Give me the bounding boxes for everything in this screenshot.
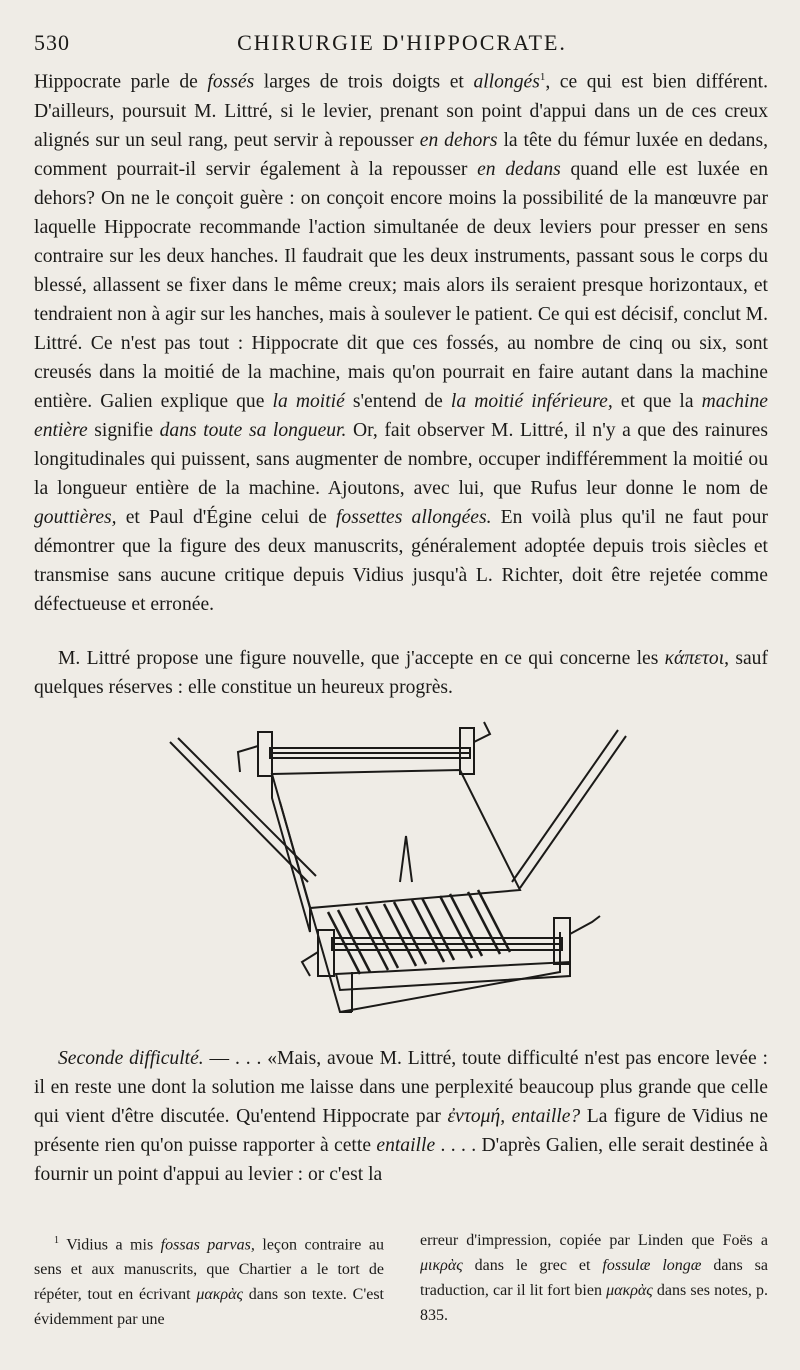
running-title: CHIRURGIE D'HIPPOCRATE. — [237, 30, 567, 55]
footnote-left-column: $^1$ Vidius a mis fossas parvas, leçon contraire au sens et aux manuscrits, que Chartier a le tort de répéter, tout en écrivant μακρὰς dans son texte. C'est évidemment par une — [34, 1235, 384, 1329]
paragraph-3: Seconde difficulté. — . . . «Mais, avoue M. Littré, toute difficulté n'est pas encore levée : il en reste une dont la solution me laisse dans une perplexité beaucoup plus grande que celle qui vient d'être discutée. Qu'entend Hippocrate par ἐντομή, entaille? La figure de Vidius ne présente rien qu'on puisse rapporter à cette entaille . . . . D'après Galien, elle serait destinée à fournir un point d'appui au levier : or c'est la — [34, 1048, 769, 1185]
footnote-right-column: erreur d'impression, copiée par Linden que Foës a μικρὰς dans le grec et fossulæ longæ dans sa traduction, car il lit fort bien μακρὰς dans ses notes, p. 835. — [420, 1232, 769, 1324]
footnote-ref[interactable]: 1 — [539, 71, 546, 83]
hippocratic-bench-engraving — [160, 712, 640, 1042]
paragraph-2: M. Littré propose une figure nouvelle, que j'accepte en ce qui concerne les κάπετοι, sauf quelques réserves : elle constitue un heureux progrès. — [34, 648, 768, 698]
paragraph-1: Hippocrate parle de fossés larges de trois doigts et allongés$^1$, ce qui est bien différent. D'ailleurs, poursuit M. Littré, si le levier, prenant son point d'appui dans un de ces creux alignés sur un seul rang, peut servir à repousser en dehors la tête du fémur luxée en dedans, comment pourrait-il servir également à la repousser en dedans quand elle est luxée en dehors? On ne le conçoit guère : on conçoit encore moins la possibilité de la manœuvre par laquelle Hippocrate recommande l'action simultanée de deux leviers pour presser en sens contraire sur les deux hanches. Il faudrait que les deux instruments, passant sous le corps du blessé, allassent se fixer dans le même creux; mais alors ils seraient presque horizontaux, et tendraient non à agir sur les hanches, mais à soulever le patient. Ce qui est décisif, conclut M. Littré. Ce n'est pas tout : Hippocrate dit que ces fossés, au nombre de cinq ou six, sont creusés dans la moitié de la machine, mais qu'on pourrait en faire autant dans la machine entière. Galien explique que la moitié s'entend de la moitié inférieure, et que la machine entière signifie dans toute sa longueur. Or, fait observer M. Littré, il n'y a que des rainures longitudinales qui puissent, sans augmenter de nombre, occuper indifféremment la moitié ou la longueur entière de la machine. Ajoutons, avec lui, que Rufus leur donne le nom de gouttières, et Paul d'Égine celui de fossettes allongées. En voilà plus qu'il ne faut pour démontrer que la figure des deux manuscrits, généralement adoptée depuis trois siècles et transmise sans aucune critique depuis Vidius jusqu'à L. Richter, doit être rejetée comme défectueuse et erronée. — [34, 71, 769, 615]
running-header — [34, 28, 770, 58]
bench-illustration — [160, 712, 640, 1042]
footnote-marker: 1 — [54, 1235, 59, 1246]
page-number: 530 — [34, 30, 70, 55]
